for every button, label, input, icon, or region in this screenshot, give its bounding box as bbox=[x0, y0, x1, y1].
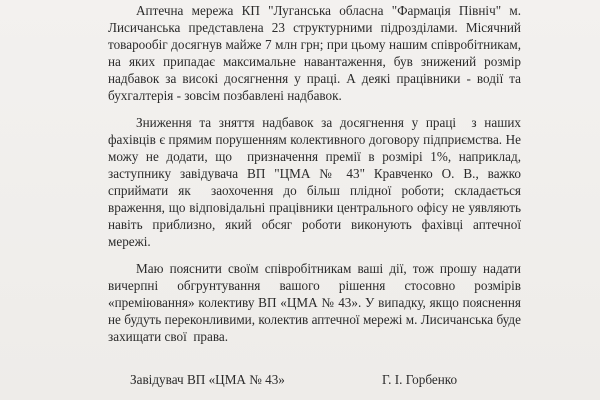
signature-title: Завідувач ВП «ЦМА № 43» bbox=[130, 372, 285, 387]
paragraph-3: Маю пояснити своїм співробітникам ваші дії, тож прошу надати вичерпні обгрунтування вашого рішення стосовно розмірів «премiювання» колективу ВП «ЦМА № 43». У випадку, якщо пояснення не будуть переконливими, колектив аптечної мережі м. Лисичанська буде захищати свої права. bbox=[108, 261, 525, 344]
signature-name: Г. І. Горбенко bbox=[382, 372, 458, 387]
letter-body bbox=[108, 2, 528, 355]
paragraph-1: Аптечна мережа КП "Луганська обласна "Фармація Північ" м. Лисичанська представлена 23 структурними підрозділами. Місячний товарообіг досягнув майже 7 млн грн; при цьому нашим співробітникам, на яких припадає максимальне навантаження, був знижений розмір надбавок за високі досягнення у праці. А деякі працівники - водії та бухгалтерія - зовсім позбавлені надбавок. bbox=[108, 3, 525, 103]
paragraph-2: Зниження та зняття надбавок за досягнення у праці з наших фахівців є прямим порушенням колективного договору підприємства. Не можу не додати, що призначення премії в розмірі 1%, наприклад, заступнику завідувача ВП "ЦМА № 43" Кравченко О. В., важко сприймати як заохочення до більш плідної роботи; складається враження, що відповідальні працівники центрального офісу не уявляють навіть приблизно, який обсяг роботи виконують фахівці аптечної мережі. bbox=[108, 115, 528, 249]
